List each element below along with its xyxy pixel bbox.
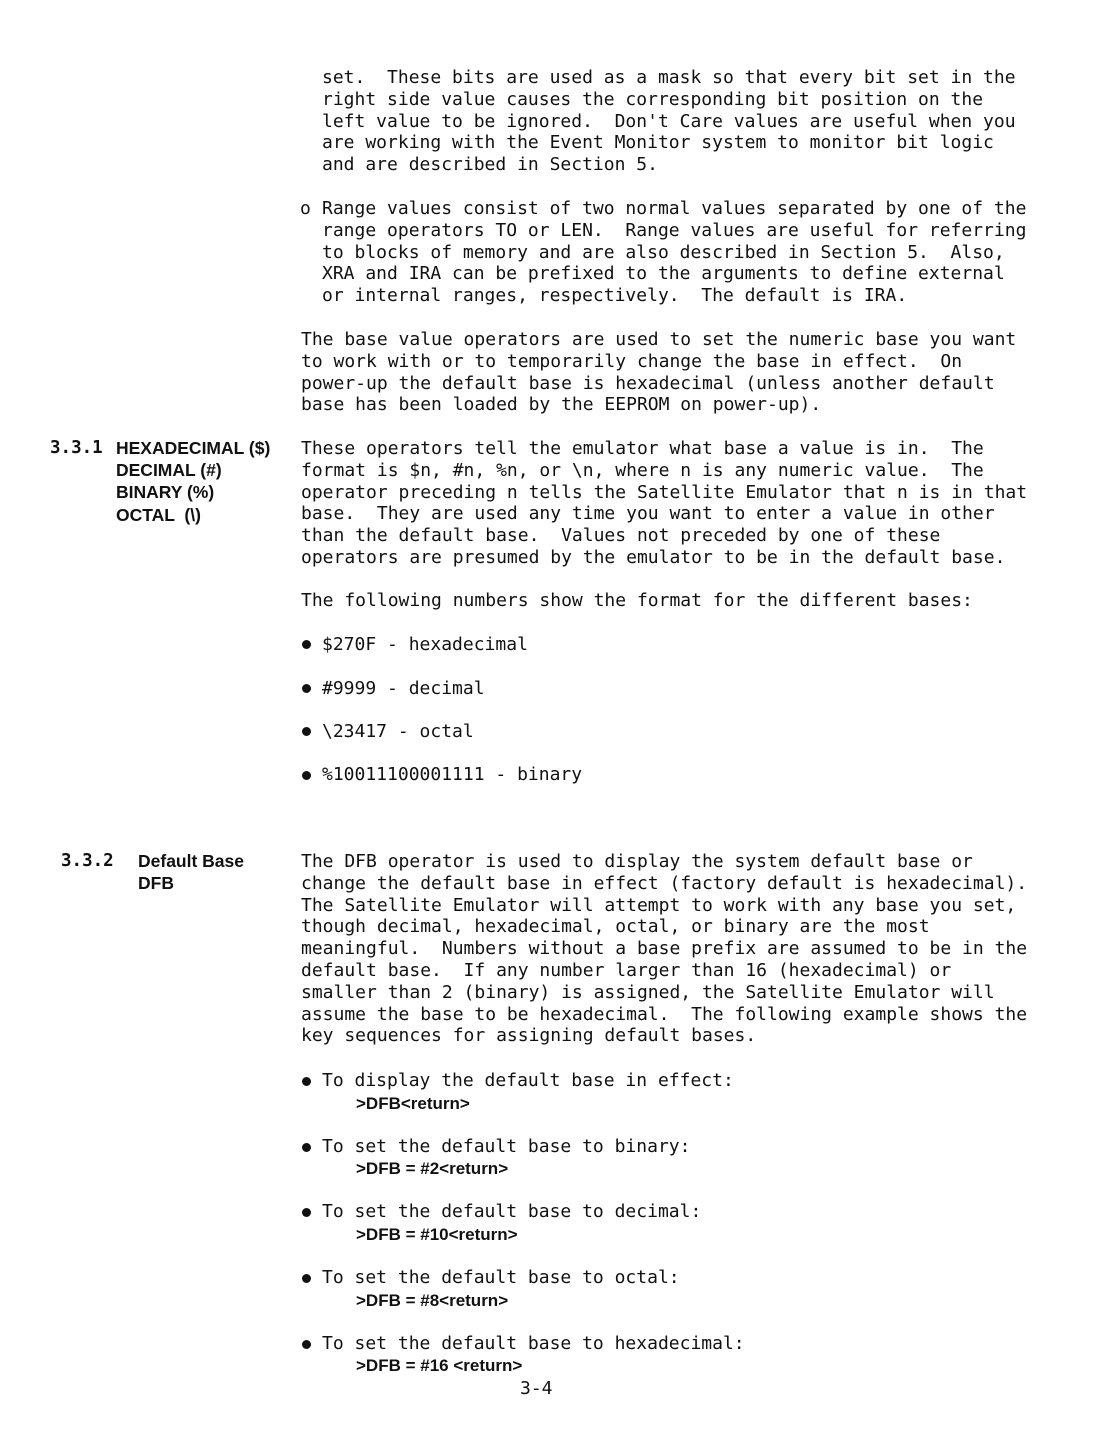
section-number-331: 3.3.1 [50, 438, 103, 458]
list-marker: o [300, 198, 311, 219]
intro-paragraph [322, 67, 1030, 176]
bullet-icon [302, 1208, 311, 1217]
text-line: than the default base. Values not preceded by one of these [301, 525, 941, 547]
text-line: key sequences for assigning default bases. [301, 1025, 757, 1047]
bullet-icon [302, 1143, 311, 1152]
text-line: format is $n, #n, %n, or \n, where n is any numeric value. The [301, 459, 984, 481]
text-line: right side value causes the corresponding bit position on the [322, 88, 984, 110]
range-paragraph [322, 198, 1030, 307]
list-item: #9999 - decimal [322, 678, 485, 699]
text-line: meaningful. Numbers without a base prefix are assumed to be in the [301, 938, 1028, 960]
section-number-332: 3.3.2 [61, 851, 114, 871]
text-line: operator preceding n tells the Satellite Emulator that n is in that [301, 481, 1028, 503]
bullet-icon [302, 1340, 311, 1349]
bullet-icon [302, 1077, 311, 1086]
following-numbers-intro: The following numbers show the format for the different bases: [301, 590, 973, 611]
section-332-body [301, 851, 1031, 1047]
text-line: XRA and IRA can be prefixed to the arguments to define external [322, 263, 1005, 285]
text-line: These operators tell the emulator what base a value is in. The [301, 438, 984, 459]
text-line: and are described in Section 5. [322, 154, 658, 176]
bullet-icon [302, 727, 311, 736]
section-title-decimal: DECIMAL (#) [116, 460, 222, 480]
bullet-icon [302, 771, 311, 780]
section-subtitle-dfb: DFB [138, 873, 174, 893]
text-line: left value to be ignored. Don't Care values are useful when you [322, 110, 1016, 132]
section-title-default-base: Default Base [138, 851, 245, 871]
bullet-icon [302, 1274, 311, 1283]
text-line: or internal ranges, respectively. The default is IRA. [322, 285, 908, 307]
text-line: range operators TO or LEN. Range values are useful for referring [322, 219, 1027, 241]
list-item: To set the default base to hexadecimal: [322, 1333, 745, 1354]
section-title-hexadecimal: HEXADECIMAL ($) [116, 438, 271, 458]
list-item: %10011100001111 - binary [322, 764, 583, 785]
list-item: To set the default base to binary: [322, 1136, 691, 1157]
text-line: The Satellite Emulator will attempt to work with any base you set, [301, 894, 1017, 916]
section-title-binary: BINARY (%) [116, 482, 215, 502]
text-line: The DFB operator is used to display the system default base or [301, 851, 973, 872]
text-line: Range values consist of two normal values separated by one of the [322, 198, 1027, 219]
base-operators-paragraph [301, 329, 1031, 416]
text-line: smaller than 2 (binary) is assigned, the Satellite Emulator will [301, 981, 995, 1003]
page-number: 3-4 [520, 1378, 553, 1399]
command-example: >DFB<return> [356, 1094, 470, 1113]
text-line: base. They are used any time you want to enter a value in other [301, 503, 995, 525]
text-line: to blocks of memory and are also described in Section 5. Also, [322, 241, 1005, 263]
text-line: power-up the default base is hexadecimal (unless another default [301, 372, 995, 394]
bullet-icon [302, 640, 311, 649]
text-line: The base value operators are used to set the numeric base you want [301, 329, 1017, 350]
text-line: operators are presumed by the emulator to be in the default base. [301, 546, 1006, 568]
command-example: >DFB = #10<return> [356, 1225, 518, 1244]
bullet-icon [302, 684, 311, 693]
command-example: >DFB = #16 <return> [356, 1356, 523, 1375]
text-line: assume the base to be hexadecimal. The following example shows the [301, 1003, 1028, 1025]
section-331-body [301, 438, 1031, 569]
list-item: To set the default base to octal: [322, 1267, 680, 1288]
list-item: $270F - hexadecimal [322, 634, 528, 655]
command-example: >DFB = #2<return> [356, 1159, 509, 1178]
list-item: \23417 - octal [322, 721, 474, 742]
text-line: though decimal, hexadecimal, octal, or binary are the most [301, 916, 930, 938]
section-title-octal: OCTAL (\) [116, 505, 201, 525]
text-line: default base. If any number larger than 16 (hexadecimal) or [301, 959, 952, 981]
text-line: set. These bits are used as a mask so that every bit set in the [322, 67, 1016, 88]
text-line: to work with or to temporarily change the base in effect. On [301, 350, 963, 372]
list-item: To set the default base to decimal: [322, 1201, 702, 1222]
text-line: base has been loaded by the EEPROM on power-up). [301, 394, 822, 416]
text-line: change the default base in effect (factory default is hexadecimal). [301, 872, 1028, 894]
text-line: are working with the Event Monitor system to monitor bit logic [322, 132, 994, 154]
list-item: To display the default base in effect: [322, 1070, 734, 1091]
command-example: >DFB = #8<return> [356, 1291, 509, 1310]
